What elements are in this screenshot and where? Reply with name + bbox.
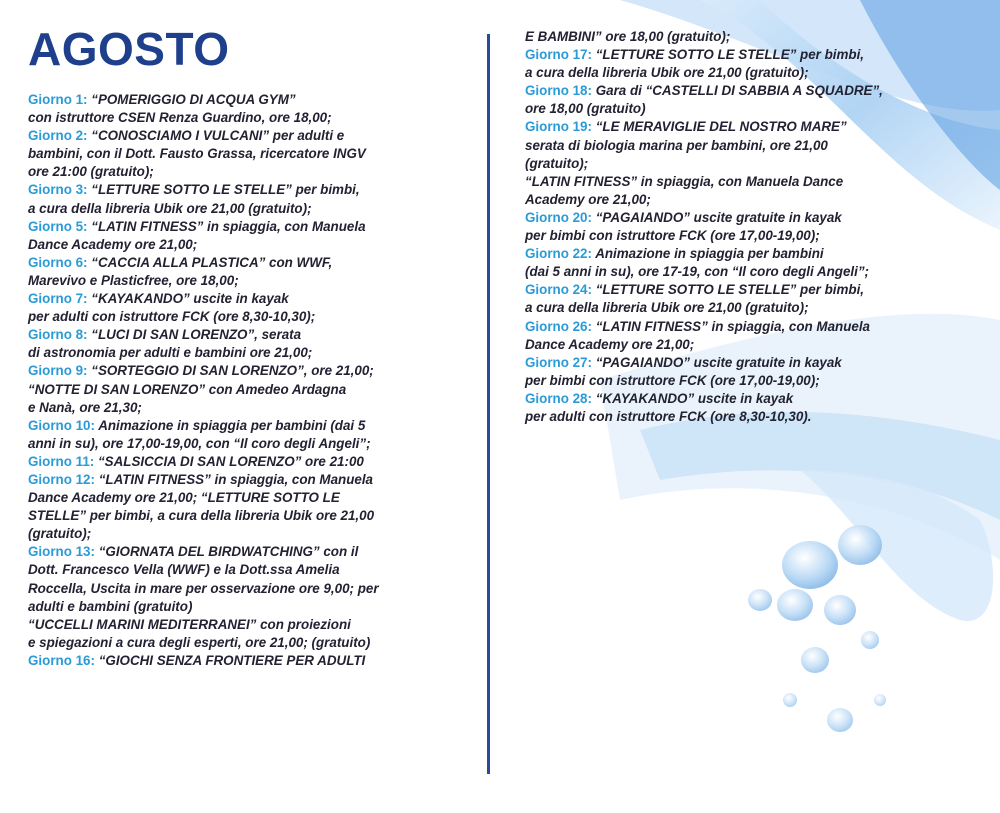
event-text: Dance Academy ore 21,00; — [28, 236, 198, 252]
event-text: Roccella, Uscita in mare per osservazione ore 9,00; per — [28, 580, 379, 596]
event-text: Marevivo e Plasticfree, ore 18,00; — [28, 272, 239, 288]
event-line — [525, 245, 883, 263]
event-day-label: Giorno 10: — [28, 417, 95, 433]
event-line — [525, 82, 883, 100]
event-line — [525, 390, 883, 408]
event-text: “LETTURE SOTTO LE STELLE” per bimbi, — [595, 282, 865, 298]
events-column-left — [28, 91, 379, 670]
event-day-label: Giorno 24: — [525, 282, 592, 298]
event-text: “CACCIA ALLA PLASTICA” con WWF, — [91, 254, 333, 270]
event-text: serata di biologia marina per bambini, ore 21,00 — [525, 137, 828, 153]
event-entry — [525, 118, 883, 208]
event-entry — [28, 181, 379, 217]
event-text: Animazione in spiaggia per bambini (dai 5 — [98, 417, 366, 433]
event-day-label: Giorno 9: — [28, 363, 88, 379]
event-text: e Nanà, ore 21,30; — [28, 399, 142, 415]
event-text: “LETTURE SOTTO LE STELLE” per bimbi, — [595, 47, 865, 63]
event-entry — [525, 46, 883, 82]
event-entry — [28, 652, 379, 670]
event-line — [525, 263, 883, 281]
event-entry — [525, 281, 883, 317]
event-day-label: Giorno 12: — [28, 471, 95, 487]
event-line — [525, 155, 883, 173]
event-day-label: Giorno 27: — [525, 354, 592, 370]
event-line — [28, 634, 379, 652]
event-day-label: Giorno 6: — [28, 254, 88, 270]
event-text: “LETTURE SOTTO LE STELLE” per bimbi, — [91, 182, 360, 198]
event-entry — [28, 218, 379, 254]
event-entry — [525, 354, 883, 390]
event-line — [28, 580, 379, 598]
event-text: per bimbi con istruttore FCK (ore 17,00-19,00); — [525, 372, 820, 388]
event-day-label: Giorno 20: — [525, 209, 592, 225]
event-line — [525, 28, 883, 46]
event-line — [28, 543, 379, 561]
event-line — [525, 354, 883, 372]
events-column-right — [525, 28, 883, 426]
event-entry — [28, 362, 379, 416]
event-text: Dance Academy ore 21,00; — [525, 336, 695, 352]
event-day-label: Giorno 16: — [28, 652, 95, 668]
event-text: STELLE” per bimbi, a cura della libreria Ubik ore 21,00 — [28, 508, 375, 524]
event-text: “UCCELLI MARINI MEDITERRANEI” con proiezioni — [28, 616, 351, 632]
event-text: per adulti con istruttore FCK (ore 8,30-10,30). — [525, 408, 812, 424]
event-line — [28, 525, 379, 543]
event-text: “POMERIGGIO DI ACQUA GYM” — [91, 92, 296, 107]
event-line — [28, 236, 379, 254]
event-entry — [28, 453, 379, 471]
event-text: con istruttore CSEN Renza Guardino, ore 18,00; — [28, 110, 332, 126]
event-entry — [28, 543, 379, 652]
event-text: a cura della libreria Ubik ore 21,00 (gratuito); — [525, 65, 809, 81]
event-line — [28, 362, 379, 380]
event-text: “GIOCHI SENZA FRONTIERE PER ADULTI — [98, 652, 366, 668]
event-text: per bimbi con istruttore FCK (ore 17,00-19,00); — [525, 228, 820, 244]
event-text: “SALSICCIA DI SAN LORENZO” ore 21:00 — [97, 453, 364, 469]
event-entry — [525, 209, 883, 245]
event-entry — [525, 318, 883, 354]
event-line — [28, 453, 379, 471]
event-line — [28, 417, 379, 435]
event-line — [28, 471, 379, 489]
event-line — [28, 344, 379, 362]
event-text: (gratuito); — [525, 155, 589, 171]
event-text: di astronomia per adulti e bambini ore 21,00; — [28, 345, 313, 361]
event-text: a cura della libreria Ubik ore 21,00 (gratuito); — [525, 300, 809, 316]
event-line — [28, 145, 379, 163]
event-line — [28, 181, 379, 199]
event-line — [525, 281, 883, 299]
event-entry — [28, 91, 379, 127]
event-text: “LE MERAVIGLIE DEL NOSTRO MARE” — [595, 119, 847, 135]
event-entry — [28, 127, 379, 181]
event-line — [525, 191, 883, 209]
event-line — [525, 209, 883, 227]
event-line — [525, 299, 883, 317]
event-line — [28, 200, 379, 218]
event-line — [28, 109, 379, 127]
event-text: Gara di “CASTELLI DI SABBIA A SQUADRE”, — [595, 83, 883, 99]
event-text: “LATIN FITNESS” in spiaggia, con Manuela Dance — [525, 173, 844, 189]
event-text: ore 18,00 (gratuito) — [525, 101, 646, 117]
event-entry — [525, 28, 883, 46]
event-line — [28, 561, 379, 579]
event-day-label: Giorno 7: — [28, 291, 88, 307]
event-line — [28, 91, 379, 109]
event-day-label: Giorno 17: — [525, 47, 592, 63]
event-entry — [28, 326, 379, 362]
event-text: “NOTTE DI SAN LORENZO” con Amedeo Ardagna — [28, 381, 347, 397]
event-entry — [28, 290, 379, 326]
event-text: Academy ore 21,00; — [525, 191, 651, 207]
event-line — [28, 507, 379, 525]
column-divider — [487, 34, 490, 774]
event-day-label: Giorno 22: — [525, 246, 592, 262]
event-day-label: Giorno 18: — [525, 83, 592, 99]
event-day-label: Giorno 8: — [28, 327, 88, 343]
event-text: anni in su), ore 17,00-19,00, con “Il coro degli Angeli”; — [28, 435, 371, 451]
event-text: adulti e bambini (gratuito) — [28, 598, 193, 614]
event-line — [28, 254, 379, 272]
event-text: “SORTEGGIO DI SAN LORENZO”, ore 21,00; — [91, 363, 374, 379]
event-line — [28, 163, 379, 181]
event-text: (gratuito); — [28, 526, 92, 542]
event-day-label: Giorno 11: — [28, 453, 95, 469]
event-text: “CONOSCIAMO I VULCANI” per adulti e — [91, 128, 345, 144]
event-line — [525, 227, 883, 245]
event-day-label: Giorno 19: — [525, 119, 592, 135]
event-text: bambini, con il Dott. Fausto Grassa, ricercatore INGV — [28, 146, 366, 162]
event-day-label: Giorno 3: — [28, 182, 88, 198]
event-text: Dance Academy ore 21,00; “LETTURE SOTTO LE — [28, 490, 340, 506]
event-line — [28, 308, 379, 326]
event-day-label: Giorno 5: — [28, 218, 88, 234]
event-line — [28, 127, 379, 145]
event-line — [28, 435, 379, 453]
event-entry — [28, 254, 379, 290]
event-entry — [28, 417, 379, 453]
event-line — [28, 290, 379, 308]
event-line — [28, 652, 379, 670]
event-day-label: Giorno 28: — [525, 390, 592, 406]
event-line — [525, 100, 883, 118]
event-line — [525, 118, 883, 136]
event-line — [525, 173, 883, 191]
event-line — [28, 218, 379, 236]
event-text: E BAMBINI” ore 18,00 (gratuito); — [525, 29, 731, 44]
event-text: “PAGAIANDO” uscite gratuite in kayak — [595, 354, 842, 370]
event-line — [28, 616, 379, 634]
event-entry — [525, 390, 883, 426]
event-line — [28, 272, 379, 290]
month-title: AGOSTO — [28, 23, 230, 75]
event-text: “LATIN FITNESS” in spiaggia, con Manuela — [595, 318, 870, 334]
event-text: Dott. Francesco Vella (WWF) e la Dott.ssa Amelia — [28, 562, 340, 578]
event-line — [28, 381, 379, 399]
event-text: a cura della libreria Ubik ore 21,00 (gratuito); — [28, 200, 312, 216]
event-line — [525, 372, 883, 390]
event-day-label: Giorno 2: — [28, 128, 88, 144]
event-day-label: Giorno 26: — [525, 318, 592, 334]
event-text: “PAGAIANDO” uscite gratuite in kayak — [595, 209, 842, 225]
event-text: ore 21:00 (gratuito); — [28, 164, 154, 180]
event-text: e spiegazioni a cura degli esperti, ore 21,00; (gratuito) — [28, 634, 371, 650]
event-line — [525, 318, 883, 336]
event-text: “KAYAKANDO” uscite in kayak — [91, 291, 289, 307]
event-line — [525, 46, 883, 64]
event-text: per adulti con istruttore FCK (ore 8,30-10,30); — [28, 309, 316, 325]
event-entry — [28, 471, 379, 543]
event-text: “LATIN FITNESS” in spiaggia, con Manuela — [98, 471, 373, 487]
event-line — [525, 137, 883, 155]
event-text: “GIORNATA DEL BIRDWATCHING” con il — [98, 544, 359, 560]
event-text: “LATIN FITNESS” in spiaggia, con Manuela — [91, 218, 366, 234]
event-day-label: Giorno 1: — [28, 92, 88, 107]
event-day-label: Giorno 13: — [28, 544, 95, 560]
event-entry — [525, 82, 883, 118]
event-line — [525, 64, 883, 82]
event-text: “LUCI DI SAN LORENZO”, serata — [91, 327, 302, 343]
event-line — [525, 336, 883, 354]
event-entry — [525, 245, 883, 281]
event-line — [28, 598, 379, 616]
event-text: (dai 5 anni in su), ore 17-19, con “Il coro degli Angeli”; — [525, 264, 869, 280]
event-line — [28, 326, 379, 344]
event-line — [28, 399, 379, 417]
event-text: Animazione in spiaggia per bambini — [595, 246, 824, 262]
event-line — [525, 408, 883, 426]
event-line — [28, 489, 379, 507]
event-text: “KAYAKANDO” uscite in kayak — [595, 390, 794, 406]
